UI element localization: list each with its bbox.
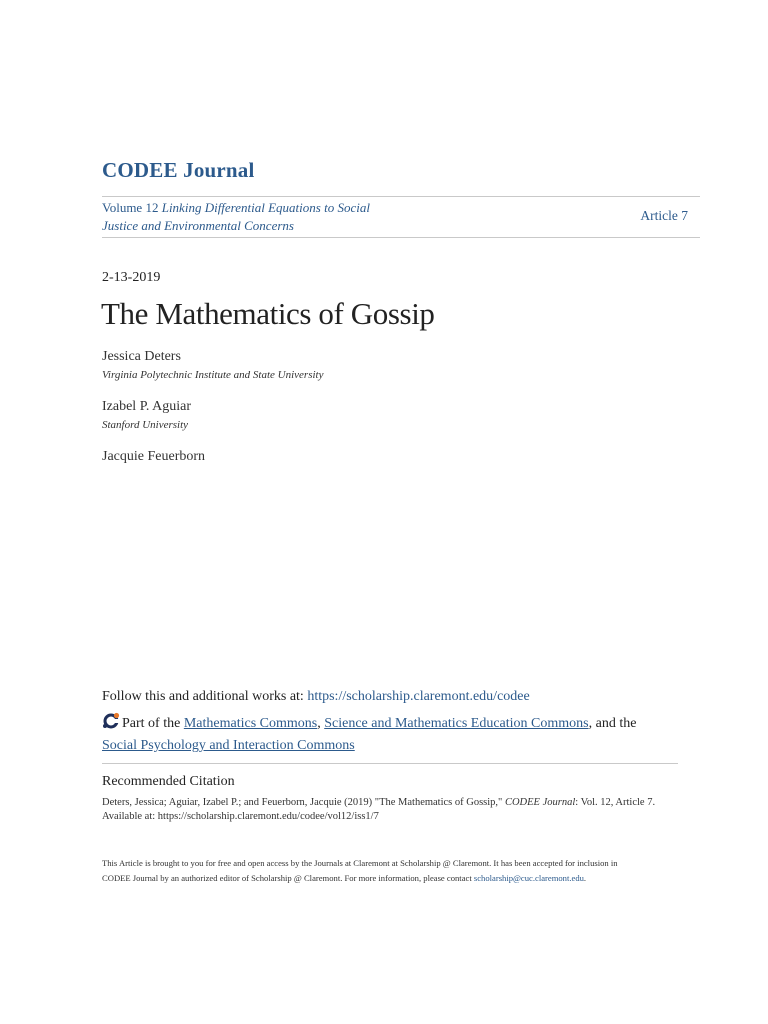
author-affiliation: Virginia Polytechnic Institute and State University bbox=[102, 369, 324, 381]
volume-label: Volume 12 bbox=[102, 200, 159, 215]
author-name: Izabel P. Aguiar bbox=[102, 399, 192, 414]
separator: , and the bbox=[588, 716, 637, 731]
separator: , bbox=[317, 716, 325, 731]
follow-prefix: Follow this and additional works at: bbox=[102, 689, 308, 704]
follow-url-link[interactable]: https://scholarship.claremont.edu/codee bbox=[307, 689, 530, 704]
divider bbox=[102, 763, 678, 764]
journal-title[interactable]: CODEE Journal bbox=[102, 158, 255, 182]
follow-line bbox=[102, 689, 530, 705]
author-name: Jacquie Feuerborn bbox=[102, 449, 206, 464]
author-affiliation: Stanford University bbox=[102, 419, 189, 431]
notice-line2: CODEE Journal by an authorized editor of Scholarship @ Claremont. For more information, please contact bbox=[102, 873, 474, 883]
recommended-citation-heading: Recommended Citation bbox=[102, 774, 235, 789]
part-of-prefix: Part of the bbox=[122, 716, 184, 731]
author-name: Jessica Deters bbox=[102, 349, 181, 364]
publication-date: 2-13-2019 bbox=[102, 270, 161, 285]
notice-line1: This Article is brought to you for free and open access by the Journals at Claremont at Scholarship @ Claremont. It has been accepted for inclusion in bbox=[102, 858, 618, 868]
mathematics-commons-link[interactable]: Mathematics Commons bbox=[183, 716, 318, 731]
volume-issue-link[interactable] bbox=[102, 199, 402, 235]
citation-url: Available at: https://scholarship.claremont.edu/codee/vol12/iss1/7 bbox=[102, 811, 379, 822]
issue-title-line1: Linking Differential Equations to Social bbox=[161, 200, 370, 215]
citation-authors: Deters, Jessica; Aguiar, Izabel P.; and Feuerborn, Jacquie (2019) "The Mathematics of Gossip," bbox=[102, 797, 505, 808]
citation-text bbox=[102, 796, 682, 824]
commons-network-icon bbox=[102, 712, 120, 736]
citation-journal: CODEE Journal bbox=[504, 797, 576, 808]
part-of-line bbox=[102, 712, 662, 755]
volume-bar bbox=[102, 196, 700, 238]
issue-title-line2: Justice and Environmental Concerns bbox=[102, 218, 294, 233]
access-notice bbox=[102, 856, 682, 886]
notice-end: . bbox=[583, 873, 587, 883]
citation-volume: : Vol. 12, Article 7. bbox=[575, 797, 656, 808]
social-psychology-commons-link[interactable]: Social Psychology and Interaction Commons bbox=[102, 738, 355, 753]
article-title: The Mathematics of Gossip bbox=[101, 296, 435, 331]
article-number-link[interactable]: Article 7 bbox=[640, 208, 688, 223]
contact-email-link[interactable]: scholarship@cuc.claremont.edu bbox=[473, 873, 584, 883]
science-math-education-commons-link[interactable]: Science and Mathematics Education Commons bbox=[324, 716, 589, 731]
